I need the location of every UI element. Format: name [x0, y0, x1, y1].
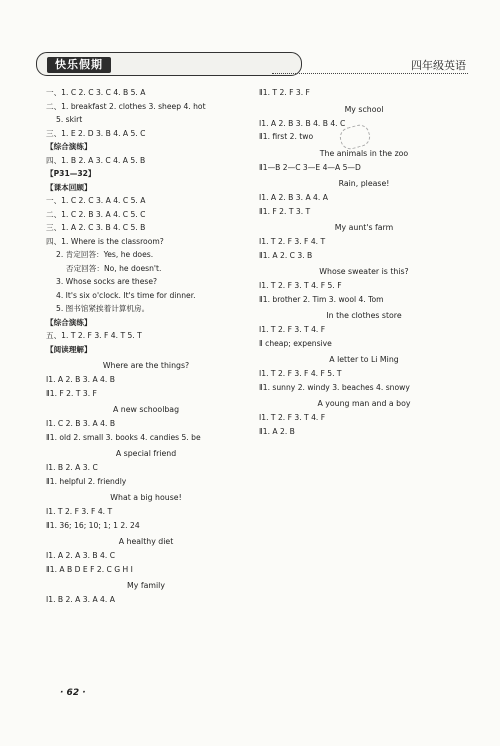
section-heading: 【综合演练】: [46, 142, 92, 151]
answer-line: Ⅰ1. A 2. A 3. B 4. C: [46, 551, 116, 560]
answer-line: Ⅱ1. A 2. C 3. B: [259, 250, 313, 260]
answer-line: Ⅰ1. T 2. F 3. T 4. F 5. F: [259, 281, 342, 290]
page-number: · 62 ·: [60, 688, 86, 698]
answer-line: Ⅰ1. T 2. F 3. F 4. F 5. T: [259, 369, 342, 378]
answer-line: Ⅱ cheap; expensive: [259, 338, 332, 348]
section-heading: 【课本回顾】: [46, 182, 92, 192]
answer-line: 4. It's six o'clock. It's time for dinner.: [56, 290, 196, 300]
passage-title: Whose sweater is this?: [319, 267, 409, 276]
answer-line: Ⅰ1. A 2. B 3. A 4. A: [259, 193, 328, 202]
passage-title: My family: [127, 581, 165, 590]
answer-line: Ⅱ1. A 2. B: [259, 426, 295, 436]
section-heading: 【阅读理解】: [46, 344, 92, 354]
passage-title: What a big house!: [110, 493, 182, 502]
answer-line: Ⅰ1. B 2. A 3. C: [46, 463, 98, 472]
passage-title: A young man and a boy: [317, 399, 411, 408]
passage-title: My school: [344, 104, 384, 114]
answer-line: 二、1. C 2. B 3. A 4. C 5. C: [46, 209, 146, 219]
answer-line: Ⅱ1. F 2. T 3. T: [259, 206, 311, 216]
answer-line: 一、1. C 2. C 3. C 4. B 5. A: [46, 88, 146, 97]
passage-title: A letter to Li Ming: [329, 355, 399, 364]
answer-column-left: [46, 86, 246, 607]
answer-column-right: [259, 86, 469, 438]
header-divider: [272, 73, 468, 74]
answer-line: 5. skirt: [56, 115, 83, 124]
answer-line: Ⅱ1—B 2—C 3—E 4—A 5—D: [259, 162, 361, 172]
answer-line: 二、1. breakfast 2. clothes 3. sheep 4. hot: [46, 101, 206, 111]
answer-line: Ⅰ1. T 2. F 3. T 4. F: [259, 325, 326, 334]
passage-title: A new schoolbag: [112, 405, 180, 414]
answer-line: 一、1. C 2. C 3. A 4. C 5. A: [46, 196, 146, 205]
answer-line: Ⅱ1. helpful 2. friendly: [46, 476, 127, 486]
answer-line: Ⅱ1. 36; 16; 10; 1; 1 2. 24: [46, 520, 140, 530]
answer-line: 2. 肯定回答：Yes, he does.: [56, 250, 154, 259]
answer-line: Ⅱ1. old 2. small 3. books 4. candies 5. be: [46, 432, 201, 442]
answer-line: Ⅰ1. A 2. B 3. A 4. B: [46, 375, 115, 384]
answer-line: 五、1. T 2. F 3. F 4. T 5. T: [46, 331, 142, 340]
answer-line: 否定回答：No, he doesn't.: [66, 263, 162, 273]
answer-line: Ⅱ1. first 2. two: [259, 132, 314, 141]
section-heading: 【P31—32】: [46, 169, 96, 178]
answer-line: Ⅰ1. C 2. B 3. A 4. B: [46, 419, 116, 428]
passage-title: A special friend: [115, 449, 177, 458]
passage-title: Where are the things?: [102, 361, 190, 370]
answer-line: 四、1. B 2. A 3. C 4. A 5. B: [46, 155, 146, 165]
answer-line: Ⅱ1. brother 2. Tim 3. wool 4. Tom: [259, 294, 384, 304]
answer-line: 三、1. A 2. C 3. B 4. C 5. B: [46, 223, 146, 232]
answer-line: Ⅰ1. T 2. F 3. F 4. T: [259, 237, 326, 246]
answer-line: Ⅰ1. T 2. F 3. F 4. T: [46, 507, 113, 516]
passage-title: My aunt's farm: [334, 223, 394, 232]
page-header: [32, 50, 472, 78]
passage-title: Rain, please!: [338, 179, 390, 188]
answer-line: Ⅰ1. T 2. F 3. T 4. F: [259, 413, 326, 422]
banner-title: 快乐假期: [47, 57, 111, 73]
passage-title: In the clothes store: [326, 311, 402, 320]
subject-label: 四年级英语: [411, 59, 466, 72]
answer-line: 三、1. E 2. D 3. B 4. A 5. C: [46, 128, 146, 138]
section-heading: 【综合演练】: [46, 317, 92, 327]
answer-line: Ⅱ1. F 2. T 3. F: [46, 388, 97, 398]
passage-title: A healthy diet: [118, 537, 174, 546]
answer-line: Ⅱ1. T 2. F 3. F: [259, 88, 310, 97]
answer-line: 四、1. Where is the classroom?: [46, 236, 164, 246]
header-banner: [36, 52, 302, 76]
answer-line: Ⅰ1. B 2. A 3. A 4. A: [46, 595, 115, 604]
answer-line: 5. 图书馆紧挨着计算机房。: [56, 304, 150, 313]
answer-line: Ⅰ1. A 2. B 3. B 4. B 4. C: [259, 118, 346, 128]
passage-title: The animals in the zoo: [319, 148, 409, 158]
answer-line: Ⅱ1. A B D E F 2. C G H I: [46, 564, 133, 574]
answer-line: Ⅱ1. sunny 2. windy 3. beaches 4. snowy: [259, 382, 410, 392]
answer-line: 3. Whose socks are these?: [56, 277, 158, 286]
